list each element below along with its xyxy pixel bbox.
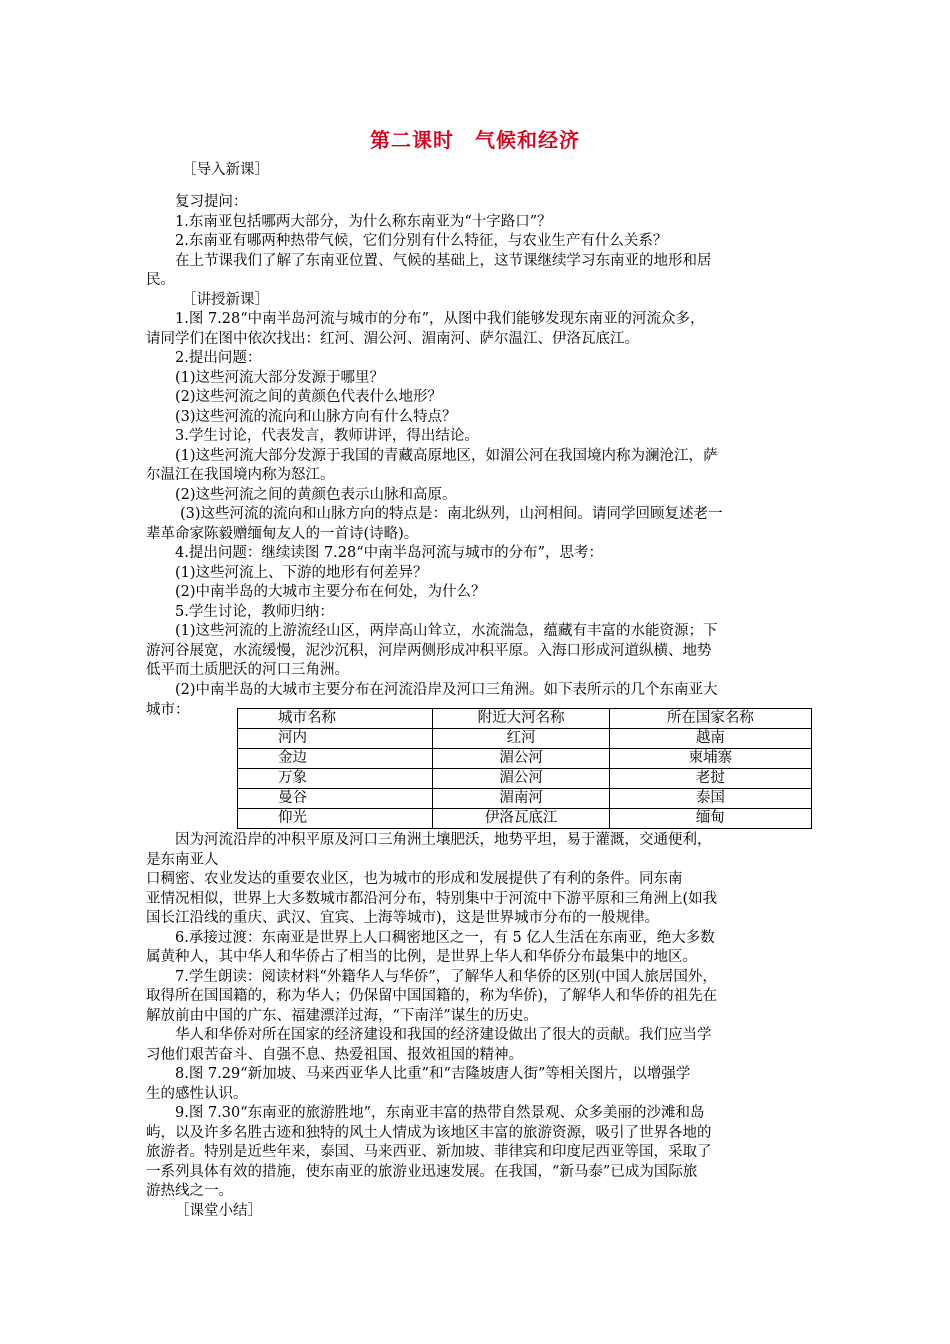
table-cell: 老挝 (609, 769, 811, 789)
text-line: (2)这些河流之间的黄颜色代表什么地形？ (175, 389, 443, 405)
text-line: 2.提出问题： (175, 350, 262, 366)
text-line: 解放前由中国的广东、福建漂洋过海，“下南洋”谋生的历史。 (146, 1008, 538, 1024)
text-line: 3.学生讨论，代表发言，教师讲评，得出结论。 (175, 428, 479, 444)
text-line: 尔温江在我国境内称为怒江。 (146, 467, 335, 483)
table-row (238, 749, 812, 769)
text-line: 游热线之一。 (146, 1183, 233, 1199)
text-line: 4.提出问题：继续读图 7.28“中南半岛河流与城市的分布”，思考： (175, 545, 604, 561)
text-line: 7.学生朗读：阅读材料“外籍华人与华侨”，了解华人和华侨的区别(中国人旅居国外， (175, 969, 717, 985)
table-cell: 柬埔寨 (609, 749, 811, 769)
text-line: 一系列具体有效的措施，使东南亚的旅游业迅速发展。在我国，“新马泰”已成为国际旅 (146, 1164, 698, 1180)
text-line: 8.图 7.29“新加坡、马来西亚华人比重”和“吉隆坡唐人街”等相关图片，以增强学 (175, 1066, 691, 1082)
table-header-cell: 附近大河名称 (433, 709, 609, 729)
table-row (238, 809, 812, 829)
text-line: 亚情况相似，世界上大多数城市都沿河分布，特别集中于河流中下游平原和三角洲上(如我 (146, 891, 718, 907)
table-cell: 万象 (238, 769, 433, 789)
text-line: 2.东南亚有哪两种热带气候，它们分别有什么特征，与农业生产有什么关系？ (175, 233, 668, 249)
text-line: 1.东南亚包括哪两大部分，为什么称东南亚为“十字路口”？ (175, 214, 552, 230)
text-line: 习他们艰苦奋斗、自强不息、热爱祖国、报效祖国的精神。 (146, 1047, 523, 1063)
table-cell: 缅甸 (609, 809, 811, 829)
text-line: 辈革命家陈毅赠缅甸友人的一首诗(诗略)。 (146, 526, 419, 542)
table-cell: 越南 (609, 729, 811, 749)
text-line: 游河谷展宽，水流缓慢，泥沙沉积，河岸两侧形成冲积平原。入海口形成河道纵横、地势 (146, 643, 712, 659)
text-line: 华人和华侨对所在国家的经济建设和我国的经济建设做出了很大的贡献。我们应当学 (175, 1027, 712, 1043)
text-line: 请同学们在图中依次找出：红河、湄公河、湄南河、萨尔温江、伊洛瓦底江。 (146, 331, 639, 347)
text-line: 旅游者。特别是近些年来，泰国、马来西亚、新加坡、菲律宾和印度尼西亚等国，采取了 (146, 1144, 712, 1160)
table-cell: 曼谷 (238, 789, 433, 809)
table-cell: 湄公河 (433, 769, 609, 789)
text-line: 是东南亚人 (146, 852, 219, 868)
text-line: 取得所在国国籍的，称为华人；仍保留中国国籍的，称为华侨)，了解华人和华侨的祖先在 (146, 988, 718, 1004)
text-line: 1.图 7.28“中南半岛河流与城市的分布”，从图中我们能够发现东南亚的河流众多， (175, 311, 705, 327)
text-line: 生的感性认识。 (146, 1086, 248, 1102)
text-line: 民。 (146, 272, 175, 288)
text-line: 属黄种人，其中华人和华侨占了相当的比例，是世界上华人和华侨分布最集中的地区。 (146, 949, 697, 965)
text-line: 低平而土质肥沃的河口三角洲。 (146, 662, 349, 678)
table-cell: 湄公河 (433, 749, 609, 769)
section-heading-summary: ［课堂小结］ (175, 1203, 262, 1219)
text-line: 口稠密、农业发达的重要农业区，也为城市的形成和发展提供了有利的条件。同东南 (146, 871, 683, 887)
text-line: 6.承接过渡：东南亚是世界上人口稠密地区之一，有 5 亿人生活在东南亚，绝大多数 (175, 930, 715, 946)
table-row (238, 789, 812, 809)
text-line: (3)这些河流的流向和山脉方向有什么特点？ (175, 409, 457, 425)
text-line: 5.学生讨论，教师归纳： (175, 604, 334, 620)
text-line: (1)这些河流的上游流经山区，两岸高山耸立，水流湍急，蕴藏有丰富的水能资源；下 (175, 623, 718, 639)
text-line: 9.图 7.30“东南亚的旅游胜地”，东南亚丰富的热带自然景观、众多美丽的沙滩和岛 (175, 1105, 705, 1121)
city-table (237, 708, 812, 829)
text-line: (2)中南半岛的大城市主要分布在河流沿岸及河口三角洲。如下表所示的几个东南亚大 (175, 682, 718, 698)
table-cell: 红河 (433, 729, 609, 749)
page-title: 第二课时 气候和经济 (370, 128, 580, 152)
text-line: (2)这些河流之间的黄颜色表示山脉和高原。 (175, 487, 457, 503)
table-cell: 湄南河 (433, 789, 609, 809)
table-cell: 河内 (238, 729, 433, 749)
section-heading-intro: ［导入新课］ (182, 162, 269, 178)
text-line: (1)这些河流上、下游的地形有何差异？ (175, 565, 428, 581)
text-line: 城市： (146, 702, 190, 718)
table-row (238, 769, 812, 789)
table-header-row (238, 709, 812, 729)
table-row (238, 729, 812, 749)
text-line: 因为河流沿岸的冲积平原及河口三角洲土壤肥沃，地势平坦，易于灌溉，交通便利， (175, 832, 712, 848)
text-line: 复习提问： (175, 194, 248, 210)
table-cell: 仰光 (238, 809, 433, 829)
text-line: 在上节课我们了解了东南亚位置、气候的基础上，这节课继续学习东南亚的地形和居 (175, 253, 712, 269)
text-line: (2)中南半岛的大城市主要分布在何处，为什么？ (175, 584, 486, 600)
text-line: (1)这些河流大部分发源于我国的青藏高原地区，如湄公河在我国境内称为澜沧江，萨 (175, 448, 718, 464)
table-cell: 伊洛瓦底江 (433, 809, 609, 829)
text-line: (3)这些河流的流向和山脉方向的特点是：南北纵列，山河相间。请同学回顾复述老一 (180, 506, 723, 522)
table-header-cell: 所在国家名称 (609, 709, 811, 729)
text-line: 国长江沿线的重庆、武汉、宜宾、上海等城市)，这是世界城市分布的一般规律。 (146, 910, 660, 926)
table-header-cell: 城市名称 (238, 709, 433, 729)
table-cell: 金边 (238, 749, 433, 769)
table-cell: 泰国 (609, 789, 811, 809)
text-line: 屿，以及许多名胜古迹和独特的风土人情成为该地区丰富的旅游资源，吸引了世界各地的 (146, 1125, 712, 1141)
text-line: (1)这些河流大部分发源于哪里？ (175, 370, 385, 386)
section-heading-lecture: ［讲授新课］ (182, 292, 269, 308)
